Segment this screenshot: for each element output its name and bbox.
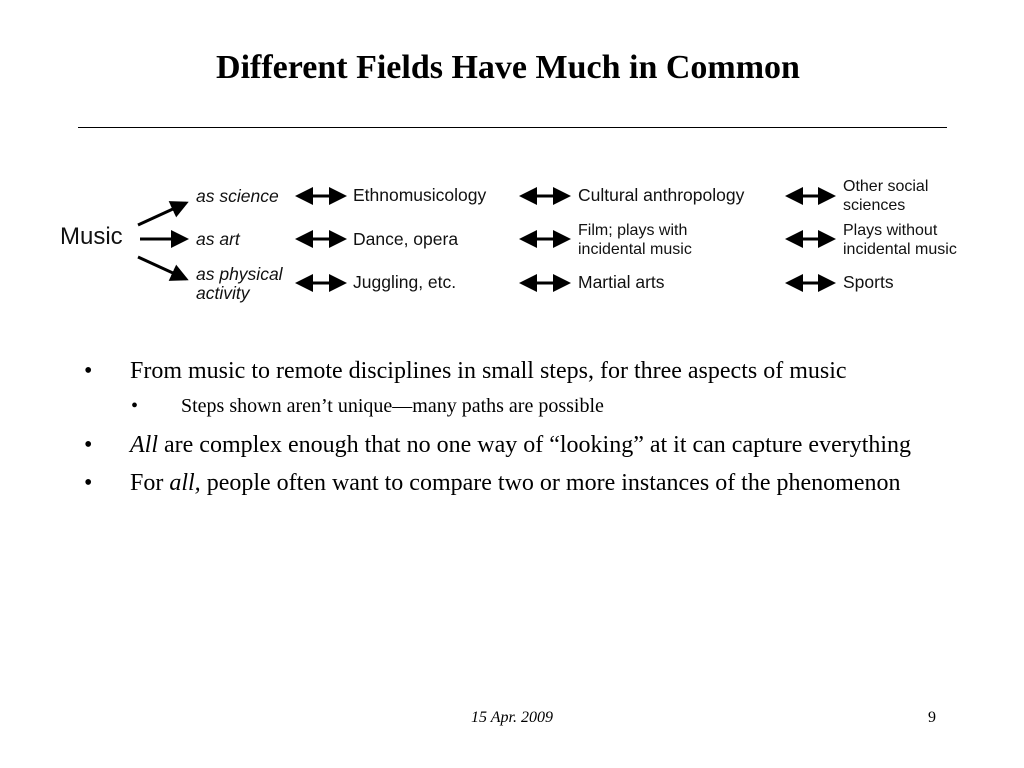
bullet-emphasis: All — [130, 432, 158, 458]
bullet-marker: • — [131, 395, 139, 417]
node-plays-line1: Plays without — [843, 222, 938, 239]
node-film-line2: incidental music — [578, 241, 692, 258]
node-film-line1: Film; plays with — [578, 222, 688, 239]
node-martial-arts: Martial arts — [578, 272, 665, 292]
node-other-line2: sciences — [843, 197, 906, 214]
footer-date: 15 Apr. 2009 — [471, 709, 553, 726]
node-other-social-sciences — [843, 177, 928, 215]
bullet-text: people often want to compare two or more instances of the phenomenon — [200, 470, 901, 496]
aspect-science: as science — [196, 186, 279, 206]
bullet-marker: • — [84, 432, 93, 458]
aspect-physical-activity — [196, 265, 283, 303]
bullet-emphasis: all, — [169, 470, 201, 496]
bullet-marker: • — [84, 358, 93, 384]
branch-arrow-physical — [138, 257, 186, 279]
aspect-physical-line1: as physical — [196, 264, 283, 284]
bullet-text: From music to remote disciplines in small steps, for three aspects of music — [130, 358, 847, 384]
slide-title: Different Fields Have Much in Common — [216, 49, 800, 86]
bullet-list — [78, 355, 958, 505]
node-sports: Sports — [843, 272, 894, 292]
bullet-marker: • — [84, 470, 93, 496]
bullet-item — [78, 467, 958, 499]
relationship-diagram — [0, 165, 1024, 315]
bullet-text-prefix: For — [130, 470, 170, 496]
aspect-physical-line2: activity — [196, 283, 250, 303]
node-juggling: Juggling, etc. — [353, 272, 457, 292]
node-other-line1: Other social — [843, 178, 929, 195]
node-ethnomusicology: Ethnomusicology — [353, 185, 487, 205]
bullet-item — [78, 429, 958, 461]
node-film-plays-with — [578, 221, 692, 259]
node-dance-opera: Dance, opera — [353, 229, 459, 249]
sub-bullet-item — [78, 393, 958, 419]
title-divider — [78, 127, 947, 128]
branch-arrow-science — [138, 203, 186, 225]
page-number: 9 — [928, 709, 936, 726]
bullet-item — [78, 355, 958, 387]
diagram-root-music: Music — [60, 223, 123, 250]
node-plays-without — [843, 221, 957, 259]
sub-bullet-text: Steps shown aren’t unique—many paths are possible — [181, 395, 604, 417]
node-cultural-anthropology: Cultural anthropology — [578, 185, 745, 205]
bullet-text: are complex enough that no one way of “looking” at it can capture everything — [158, 432, 912, 458]
node-plays-line2: incidental music — [843, 241, 957, 258]
aspect-art: as art — [196, 229, 240, 249]
